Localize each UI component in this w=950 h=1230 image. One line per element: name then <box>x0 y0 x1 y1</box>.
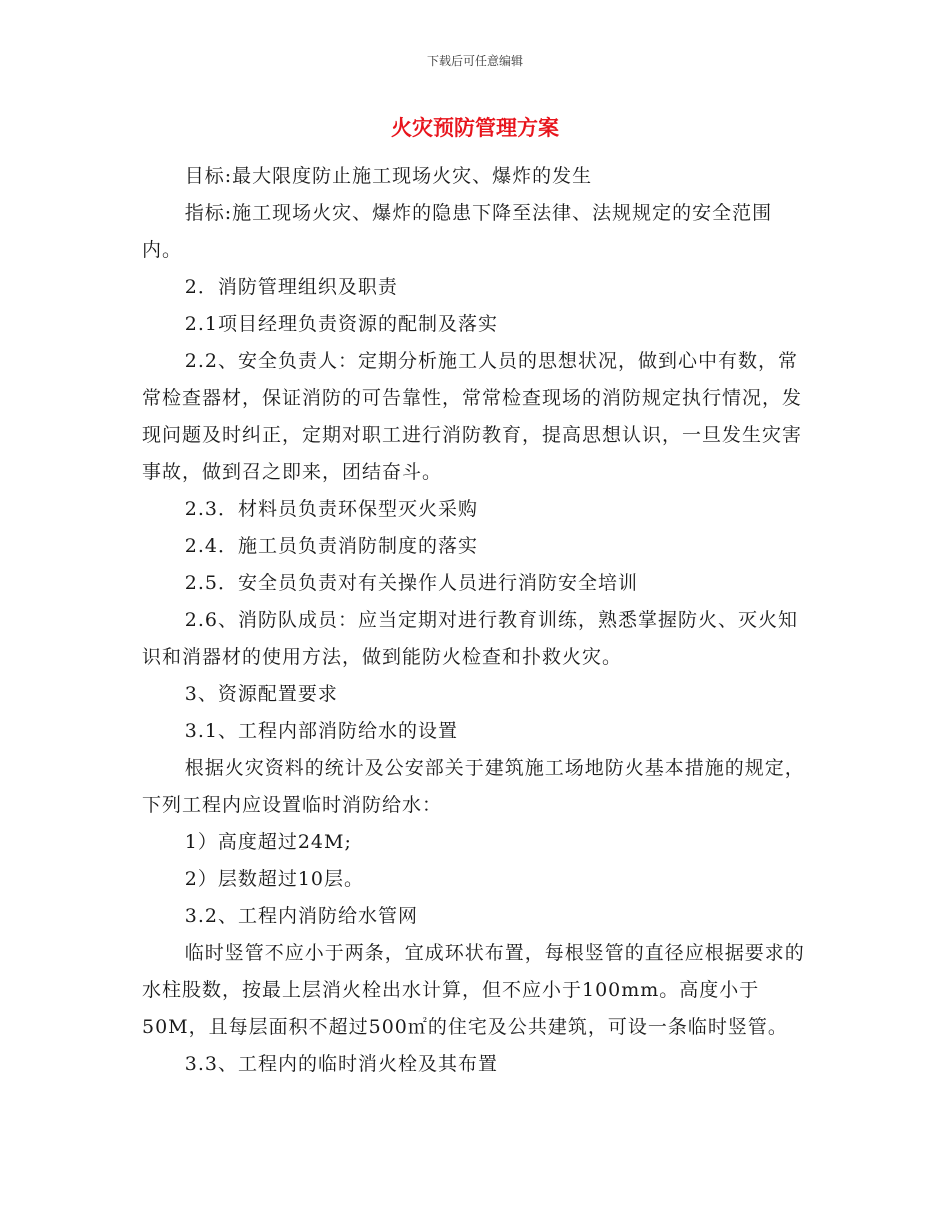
subsection-heading-3-1: 3.1、工程内部消防给水的设置 <box>184 720 458 742</box>
header-note: 下载后可任意编辑 <box>426 54 523 68</box>
paragraph-2-4: 2.4．施工员负责消防制度的落实 <box>184 535 478 557</box>
section-heading-3: 3、资源配置要求 <box>184 683 338 705</box>
paragraph-2-5: 2.5．安全员负责对有关操作人员进行消防安全培训 <box>184 572 638 594</box>
document-body <box>142 158 810 1083</box>
paragraph-3-2: 临时竖管不应小于两条，宜成环状布置，每根竖管的直径应根据要求的水柱股数，按最上层消火栓出水计算，但不应小于100mm。高度小于50M，且每层面积不超过500㎡的住宅及公共建筑，可设一条临时竖管。 <box>142 942 805 1038</box>
paragraph-indicator: 指标:施工现场火灾、爆炸的隐患下降至法律、法规规定的安全范围内。 <box>142 202 773 261</box>
paragraph-2-6: 2.6、消防队成员：应当定期对进行教育训练，熟悉掌握防火、灭火知识和消器材的使用方法，做到能防火检查和扑救火灾。 <box>142 609 798 668</box>
subsection-heading-3-2: 3.2、工程内消防给水管网 <box>184 905 418 927</box>
section-heading-2: 2．消防管理组织及职责 <box>184 276 398 298</box>
paragraph-goal: 目标:最大限度防止施工现场火灾、爆炸的发生 <box>184 165 593 187</box>
list-item-1: 1）高度超过24M; <box>184 831 352 853</box>
paragraph-2-1: 2.1项目经理负责资源的配制及落实 <box>184 313 498 335</box>
document-title: 火灾预防管理方案 <box>391 116 559 140</box>
paragraph-2-2: 2.2、安全负责人：定期分析施工人员的思想状况，做到心中有数，常常检查器材，保证消防的可告靠性，常常检查现场的消防规定执行情况，发现问题及时纠正，定期对职工进行消防教育，提高思想认识，一旦发生灾害事故，做到召之即来，团结奋斗。 <box>142 350 803 483</box>
paragraph-3-1: 根据火灾资料的统计及公安部关于建筑施工场地防火基本措施的规定，下列工程内应设置临时消防给水： <box>142 757 805 816</box>
subsection-heading-3-3: 3.3、工程内的临时消火栓及其布置 <box>184 1053 498 1075</box>
paragraph-2-3: 2.3．材料员负责环保型灭火采购 <box>184 498 478 520</box>
list-item-2: 2）层数超过10层。 <box>184 868 365 890</box>
